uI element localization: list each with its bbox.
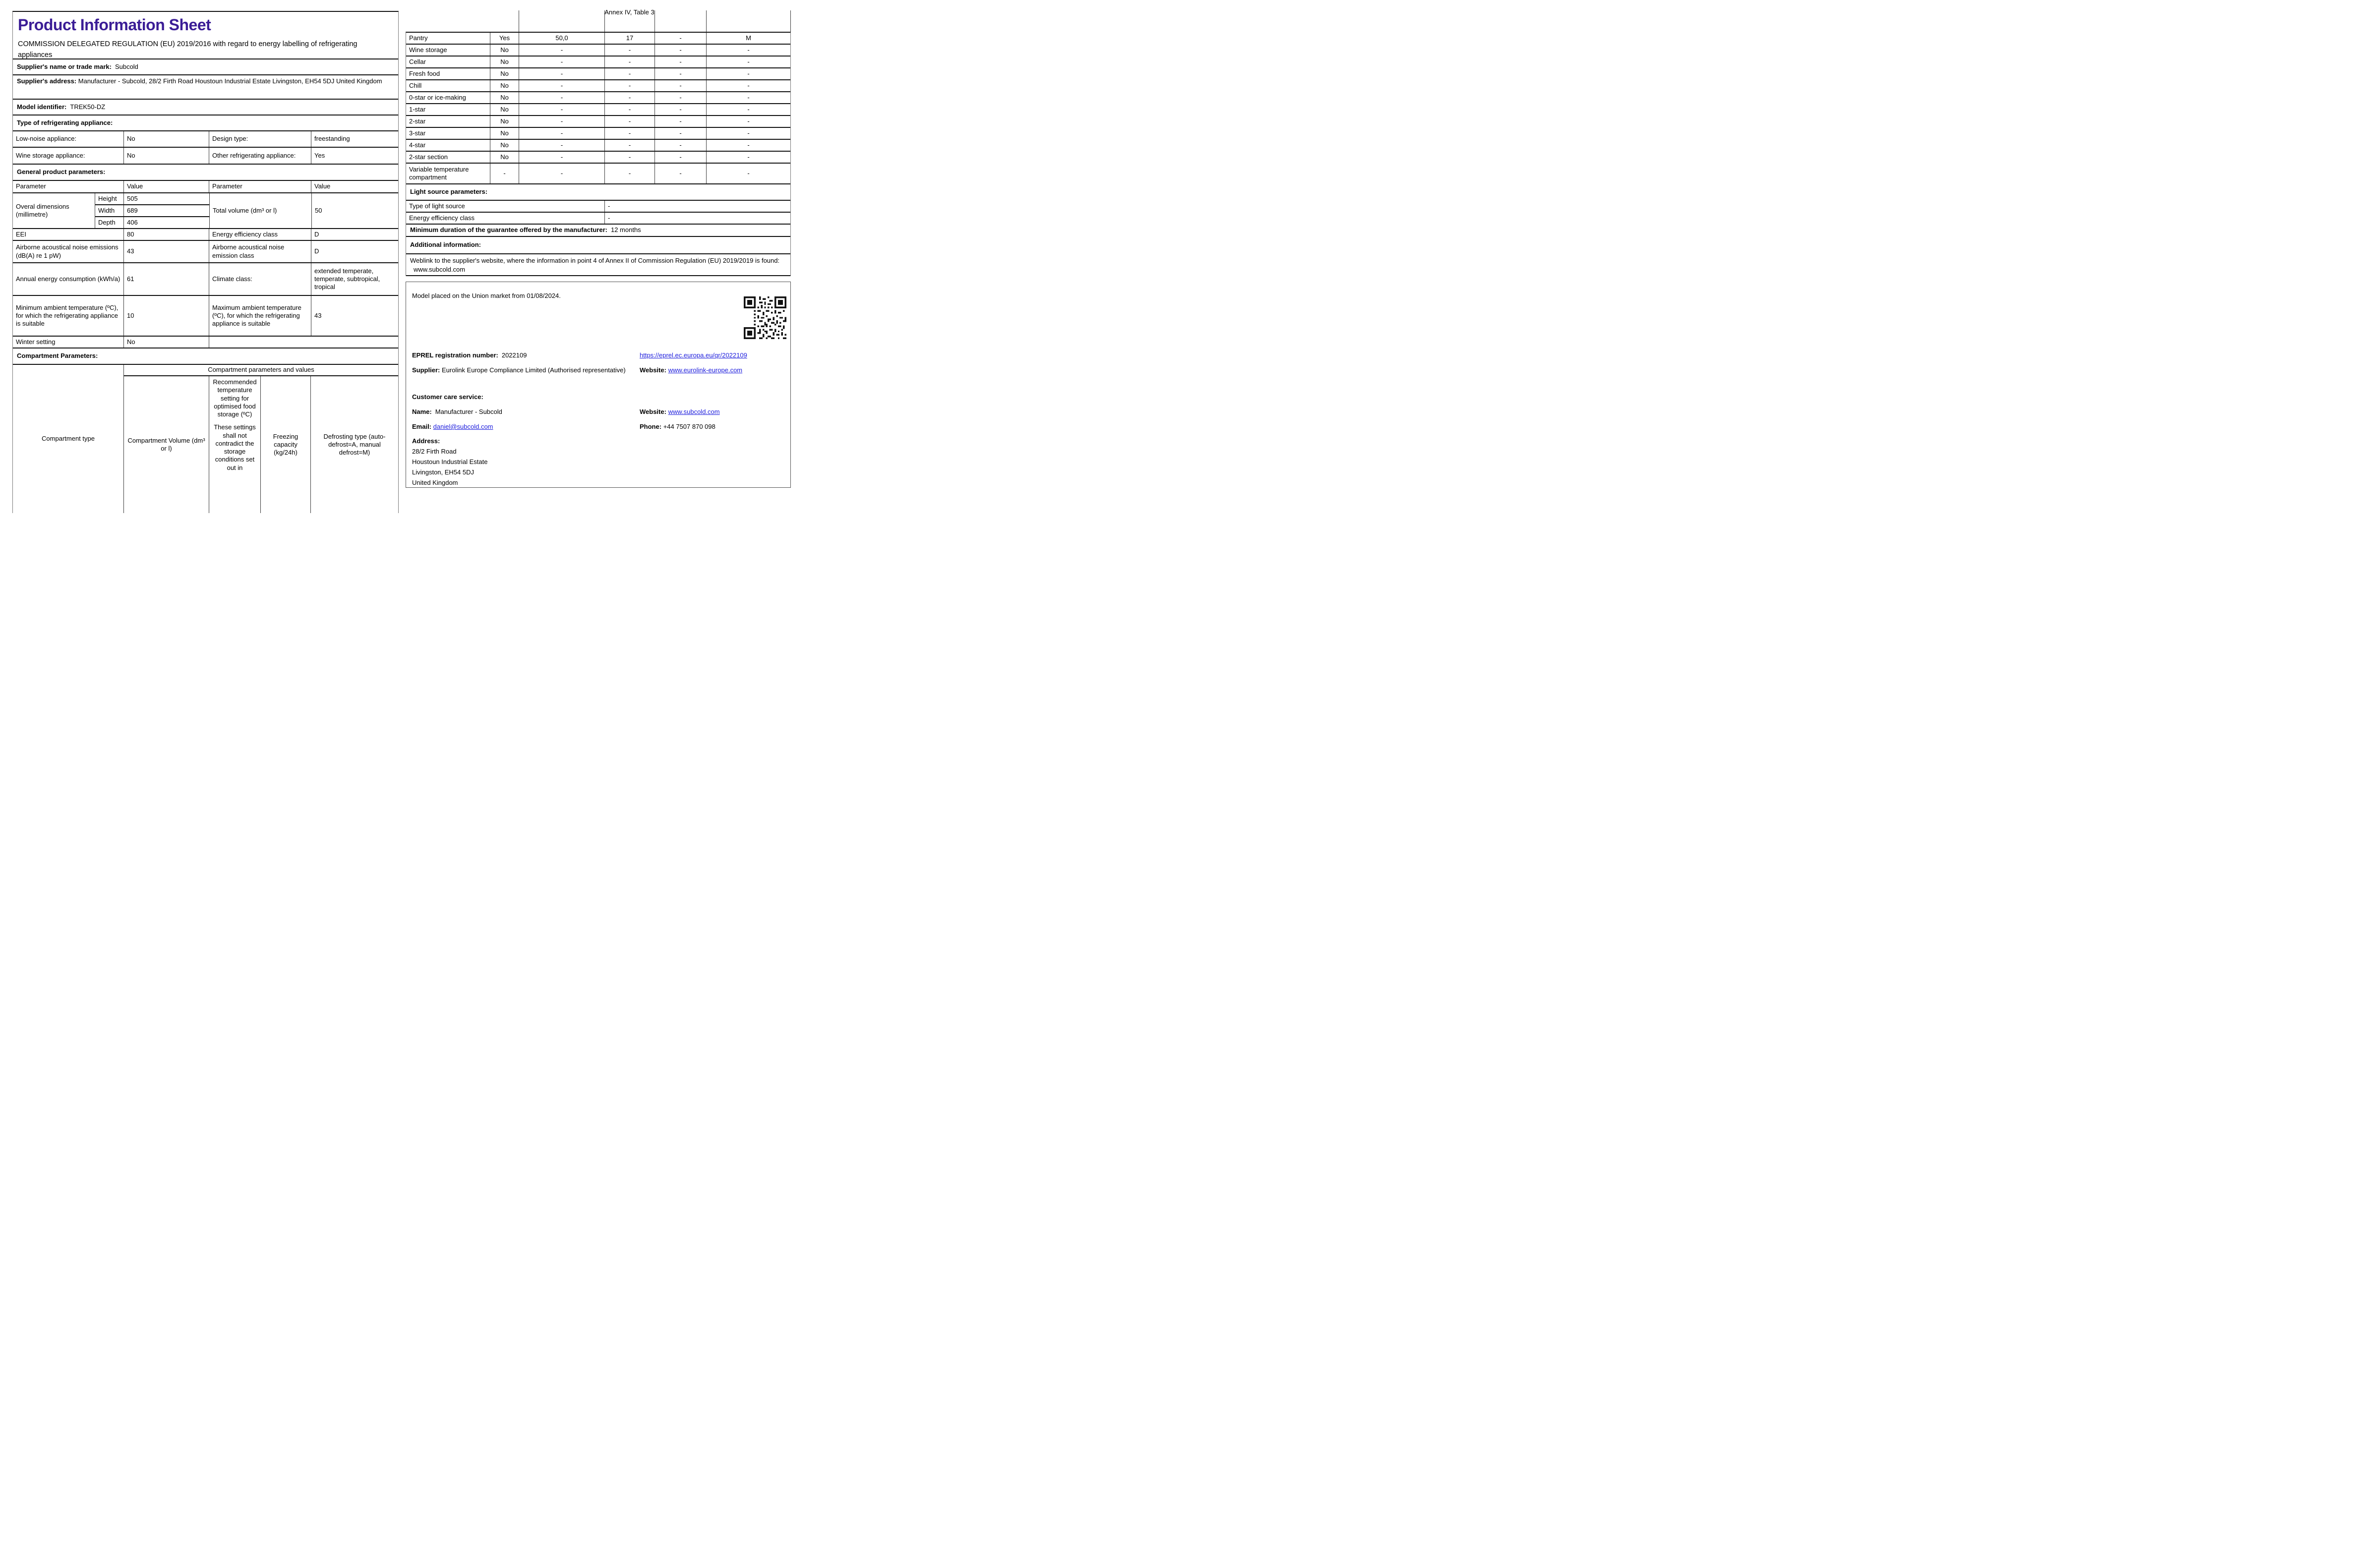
compartment-table-header <box>13 365 398 513</box>
table-cell: - <box>605 45 655 56</box>
table-cell: - <box>605 68 655 79</box>
table-cell: Total volume (dm³ or l) <box>210 193 312 228</box>
table-row <box>406 140 790 152</box>
table-cell: 2-star <box>406 116 490 127</box>
table-cell: Variable temperature compartment <box>406 164 490 183</box>
table-cell: - <box>747 81 750 89</box>
light-source-heading: Light source parameters: <box>410 188 488 196</box>
subcold-website-link[interactable]: www.subcold.com <box>668 408 720 415</box>
eprel-value: 2022109 <box>501 351 527 359</box>
table-cell: 50,0 <box>519 33 605 44</box>
table-cell: - <box>519 57 605 67</box>
supplier-label: Supplier: <box>412 366 440 374</box>
table-cell: - <box>605 164 655 183</box>
supplier-row-right <box>640 366 742 374</box>
phone-row-right <box>640 423 715 431</box>
column-header: Parameter <box>13 181 124 192</box>
column-header-text: Recommended temperature setting for optimised food storage (ºC) <box>213 378 257 418</box>
table-row <box>406 57 790 68</box>
eprel-label: EPREL registration number: <box>412 351 498 359</box>
email-row-left <box>412 423 493 431</box>
supplier-value: Eurolink Europe Compliance Limited (Authorised representative) <box>441 366 626 374</box>
dimensions-subtable <box>95 193 210 228</box>
divider <box>706 10 707 32</box>
divider <box>790 10 791 32</box>
span-header: Compartment parameters and values <box>124 365 398 376</box>
table-cell: 43 <box>124 241 209 262</box>
table-cell: D <box>314 230 319 238</box>
qr-code <box>744 296 786 339</box>
table-cell: - <box>605 128 655 139</box>
table-cell: - <box>747 169 750 177</box>
address-line: 28/2 Firth Road <box>412 448 457 455</box>
general-parameters-heading-row <box>13 165 398 181</box>
table-cell: freestanding <box>314 135 350 143</box>
table-cell: Pantry <box>406 33 490 44</box>
light-source-row <box>406 213 790 225</box>
table-cell: Wine storage appliance: <box>13 148 124 164</box>
table-row <box>406 68 790 80</box>
dimensions-row <box>13 193 398 229</box>
table-cell: - <box>747 58 750 65</box>
table-cell: - <box>655 164 707 183</box>
table-row <box>406 152 790 164</box>
type-heading: Type of refrigerating appliance: <box>17 118 113 126</box>
table-row <box>406 164 790 184</box>
table-cell: No <box>490 57 519 67</box>
table-cell: - <box>519 45 605 56</box>
table-cell: - <box>655 128 707 139</box>
table-cell: - <box>747 46 750 54</box>
table-cell <box>209 337 398 348</box>
table-cell: - <box>747 141 750 149</box>
table-cell: Chill <box>406 80 490 91</box>
noise-row <box>13 241 398 263</box>
supplier-name-value: Subcold <box>115 62 138 70</box>
table-cell: No <box>490 128 519 139</box>
general-parameters-heading: General product parameters: <box>17 168 106 176</box>
table-cell: - <box>655 45 707 56</box>
table-row <box>406 92 790 104</box>
table-cell: Annual energy consumption (kWh/a) <box>13 263 124 295</box>
table-cell: No <box>490 140 519 151</box>
table-cell: Other refrigerating appliance: <box>209 148 311 164</box>
table-cell: Yes <box>314 151 325 159</box>
guarantee-row <box>406 225 790 237</box>
table-cell: No <box>490 80 519 91</box>
table-row <box>406 33 790 45</box>
type-heading-row <box>13 116 398 131</box>
table-cell: - <box>519 128 605 139</box>
ambient-temperature-row <box>13 296 398 337</box>
model-identifier-value: TREK50-DZ <box>70 103 106 111</box>
table-cell: Minimum ambient temperature (ºC), for which the refrigerating appliance is suitable <box>13 296 124 336</box>
table-row <box>406 128 790 140</box>
table-cell: - <box>605 152 655 163</box>
right-panel <box>406 0 791 276</box>
table-cell: - <box>655 92 707 103</box>
table-cell: - <box>655 68 707 79</box>
type-table-row <box>13 131 398 148</box>
table-cell: - <box>747 117 750 125</box>
table-cell: Wine storage <box>406 45 490 56</box>
energy-row <box>13 263 398 296</box>
table-row <box>406 104 790 116</box>
table-cell: - <box>655 152 707 163</box>
table-cell: Width <box>95 205 124 216</box>
table-cell: 10 <box>124 296 209 336</box>
column-header: Compartment Volume (dm³ or l) <box>124 376 209 513</box>
column-header <box>209 376 261 513</box>
weblink-label: Weblink to the supplier's website, where the information in point 4 of Annex II of Commission Regulation (EU) 2019/2019 is found: <box>410 257 780 264</box>
address-line: Livingston, EH54 5DJ <box>412 468 475 476</box>
column-header: Value <box>314 182 331 190</box>
table-cell: - <box>608 202 610 210</box>
table-cell: - <box>655 33 707 44</box>
divider <box>654 10 655 32</box>
phone-label: Phone: <box>640 423 662 430</box>
table-cell: - <box>605 57 655 67</box>
supplier-address-label: Supplier's address: <box>17 77 77 85</box>
name-row-left <box>412 408 502 416</box>
table-cell: Depth <box>95 217 124 228</box>
compartment-header-cells <box>124 376 398 513</box>
table-cell: extended temperate, temperate, subtropical, tropical <box>314 267 380 291</box>
model-identifier-label: Model identifier: <box>17 103 67 111</box>
dimension-subrow <box>95 216 209 228</box>
address-label: Address: <box>412 437 440 445</box>
table-cell: 61 <box>124 263 209 295</box>
table-cell: - <box>605 104 655 115</box>
name-value: Manufacturer - Subcold <box>435 408 502 415</box>
table-cell: Yes <box>490 33 519 44</box>
table-cell: - <box>747 129 750 137</box>
table-cell: D <box>314 247 319 255</box>
table-cell: 50 <box>315 206 322 214</box>
weblink-value: www.subcold.com <box>414 265 466 273</box>
address-line: Houstoun Industrial Estate <box>412 458 488 465</box>
table-cell: - <box>605 116 655 127</box>
table-cell: - <box>747 69 750 77</box>
table-cell: No <box>124 337 209 348</box>
table-cell: Winter setting <box>13 337 124 348</box>
table-cell: 17 <box>605 33 655 44</box>
guarantee-value: 12 months <box>610 226 641 234</box>
table-cell: - <box>655 116 707 127</box>
dimensions-label: Overal dimensions (millimetre) <box>13 193 95 228</box>
website-label: Website: <box>640 408 666 415</box>
table-cell: - <box>605 92 655 103</box>
table-cell: 3-star <box>406 128 490 139</box>
table-cell: Low-noise appliance: <box>13 131 124 147</box>
model-identifier-row <box>13 100 398 116</box>
dimension-subrow <box>95 193 209 204</box>
table-cell: No <box>490 68 519 79</box>
table-cell: Airborne acoustical noise emissions (dB(A) re 1 pW) <box>13 241 124 262</box>
email-label: Email: <box>412 423 432 430</box>
parameter-header-row <box>13 181 398 193</box>
supplier-name-label: Supplier's name or trade mark: <box>17 62 112 70</box>
supplier-address-value: Manufacturer - Subcold, 28/2 Firth Road Houstoun Industrial Estate Livingston, EH54 5DJ United Kingdom <box>78 77 382 85</box>
eurolink-website-link[interactable]: www.eurolink-europe.com <box>668 366 743 374</box>
table-cell: - <box>519 116 605 127</box>
table-cell: 505 <box>127 194 138 202</box>
table-row <box>406 45 790 57</box>
table-cell: Height <box>95 193 124 204</box>
column-header: Compartment type <box>13 365 124 513</box>
table-cell: - <box>519 164 605 183</box>
light-source-row <box>406 201 790 213</box>
customer-care-label: Customer care service: <box>412 393 483 401</box>
eprel-row-right <box>640 351 747 359</box>
website-label: Website: <box>640 366 666 374</box>
table-cell: - <box>747 93 750 101</box>
table-cell: No <box>490 92 519 103</box>
table-cell: 80 <box>124 229 209 240</box>
table-cell: EEI <box>13 229 124 240</box>
table-cell: 406 <box>127 218 138 226</box>
email-link[interactable]: daniel@subcold.com <box>433 423 493 430</box>
table-cell: 43 <box>314 311 322 319</box>
table-cell: M <box>746 34 751 42</box>
table-cell: Maximum ambient temperature (ºC), for which the refrigerating appliance is suitable <box>209 296 311 336</box>
column-header-note: These settings shall not contradict the storage conditions set out in <box>214 423 256 471</box>
guarantee-label: Minimum duration of the guarantee offered by the manufacturer: <box>410 226 607 234</box>
table-cell: No <box>490 45 519 56</box>
supplier-name-row <box>13 59 398 75</box>
product-information-sheet <box>0 0 793 522</box>
table-cell: - <box>655 140 707 151</box>
left-panel <box>12 11 399 513</box>
regulation-subtitle: COMMISSION DELEGATED REGULATION (EU) 2019/2016 with regard to energy labelling of refrigerating appliances <box>18 40 357 59</box>
table-cell: Airborne acoustical noise emission class <box>209 241 311 262</box>
type-table-row <box>13 148 398 165</box>
table-cell: - <box>605 140 655 151</box>
table-cell: No <box>490 116 519 127</box>
table-cell: 1-star <box>406 104 490 115</box>
supplier-address-row <box>13 75 398 100</box>
additional-information-heading-row <box>406 237 790 254</box>
table-cell: Climate class: <box>209 263 311 295</box>
table-cell: - <box>605 80 655 91</box>
column-header: Freezing capacity (kg/24h) <box>261 376 311 513</box>
dimension-subrow <box>95 204 209 216</box>
table-cell: - <box>519 152 605 163</box>
compartment-header-right <box>124 365 398 513</box>
table-row <box>406 116 790 128</box>
table-cell: - <box>655 104 707 115</box>
compartment-values-table <box>406 32 791 276</box>
name-row-right <box>640 408 720 416</box>
table-cell: - <box>490 164 519 183</box>
table-cell: No <box>490 104 519 115</box>
table-cell: - <box>747 105 750 113</box>
table-cell: - <box>519 140 605 151</box>
eprel-row-left <box>412 351 527 359</box>
table-cell: Design type: <box>209 131 311 147</box>
annex-header-row <box>406 0 791 32</box>
column-header: Defrosting type (auto-defrost=A, manual defrost=M) <box>323 432 386 457</box>
additional-information-heading: Additional information: <box>410 241 481 249</box>
table-cell: - <box>655 57 707 67</box>
weblink-row <box>406 254 790 276</box>
compartment-heading: Compartment Parameters: <box>17 352 98 360</box>
name-label: Name: <box>412 408 432 415</box>
table-cell: - <box>519 68 605 79</box>
table-cell: - <box>519 92 605 103</box>
address-block <box>412 436 487 488</box>
table-cell: - <box>747 153 750 161</box>
title-block <box>13 12 398 59</box>
table-row <box>406 80 790 92</box>
winter-setting-row <box>13 337 398 348</box>
compartment-heading-row <box>13 348 398 365</box>
table-cell: - <box>655 80 707 91</box>
supplier-row-left <box>412 366 635 374</box>
page-title: Product Information Sheet <box>18 16 211 34</box>
column-header: Parameter <box>209 181 311 192</box>
table-cell: - <box>519 104 605 115</box>
table-cell: No <box>124 148 209 164</box>
table-cell: Fresh food <box>406 68 490 79</box>
table-cell: - <box>519 80 605 91</box>
market-info-box <box>406 282 791 488</box>
address-line: United Kingdom <box>412 479 458 486</box>
market-placed-text: Model placed on the Union market from 01/08/2024. <box>412 292 561 299</box>
table-cell: - <box>608 214 610 222</box>
table-cell: Energy efficiency class <box>209 229 311 240</box>
table-cell: 2-star section <box>406 152 490 163</box>
column-header: Value <box>124 181 209 192</box>
table-cell: No <box>490 152 519 163</box>
annex-header: Annex IV, Table 3 <box>604 8 654 16</box>
table-cell: Energy efficiency class <box>406 213 605 224</box>
table-cell: 0-star or ice-making <box>406 92 490 103</box>
table-cell: Cellar <box>406 57 490 67</box>
table-cell: 689 <box>127 206 138 214</box>
table-cell: No <box>124 131 209 147</box>
table-cell: 4-star <box>406 140 490 151</box>
customer-care-heading <box>412 393 483 401</box>
phone-value: +44 7507 870 098 <box>663 423 715 430</box>
table-cell: Type of light source <box>406 201 605 212</box>
eei-row <box>13 229 398 241</box>
light-source-heading-row <box>406 184 790 201</box>
eprel-link[interactable]: https://eprel.ec.europa.eu/qr/2022109 <box>640 351 747 359</box>
